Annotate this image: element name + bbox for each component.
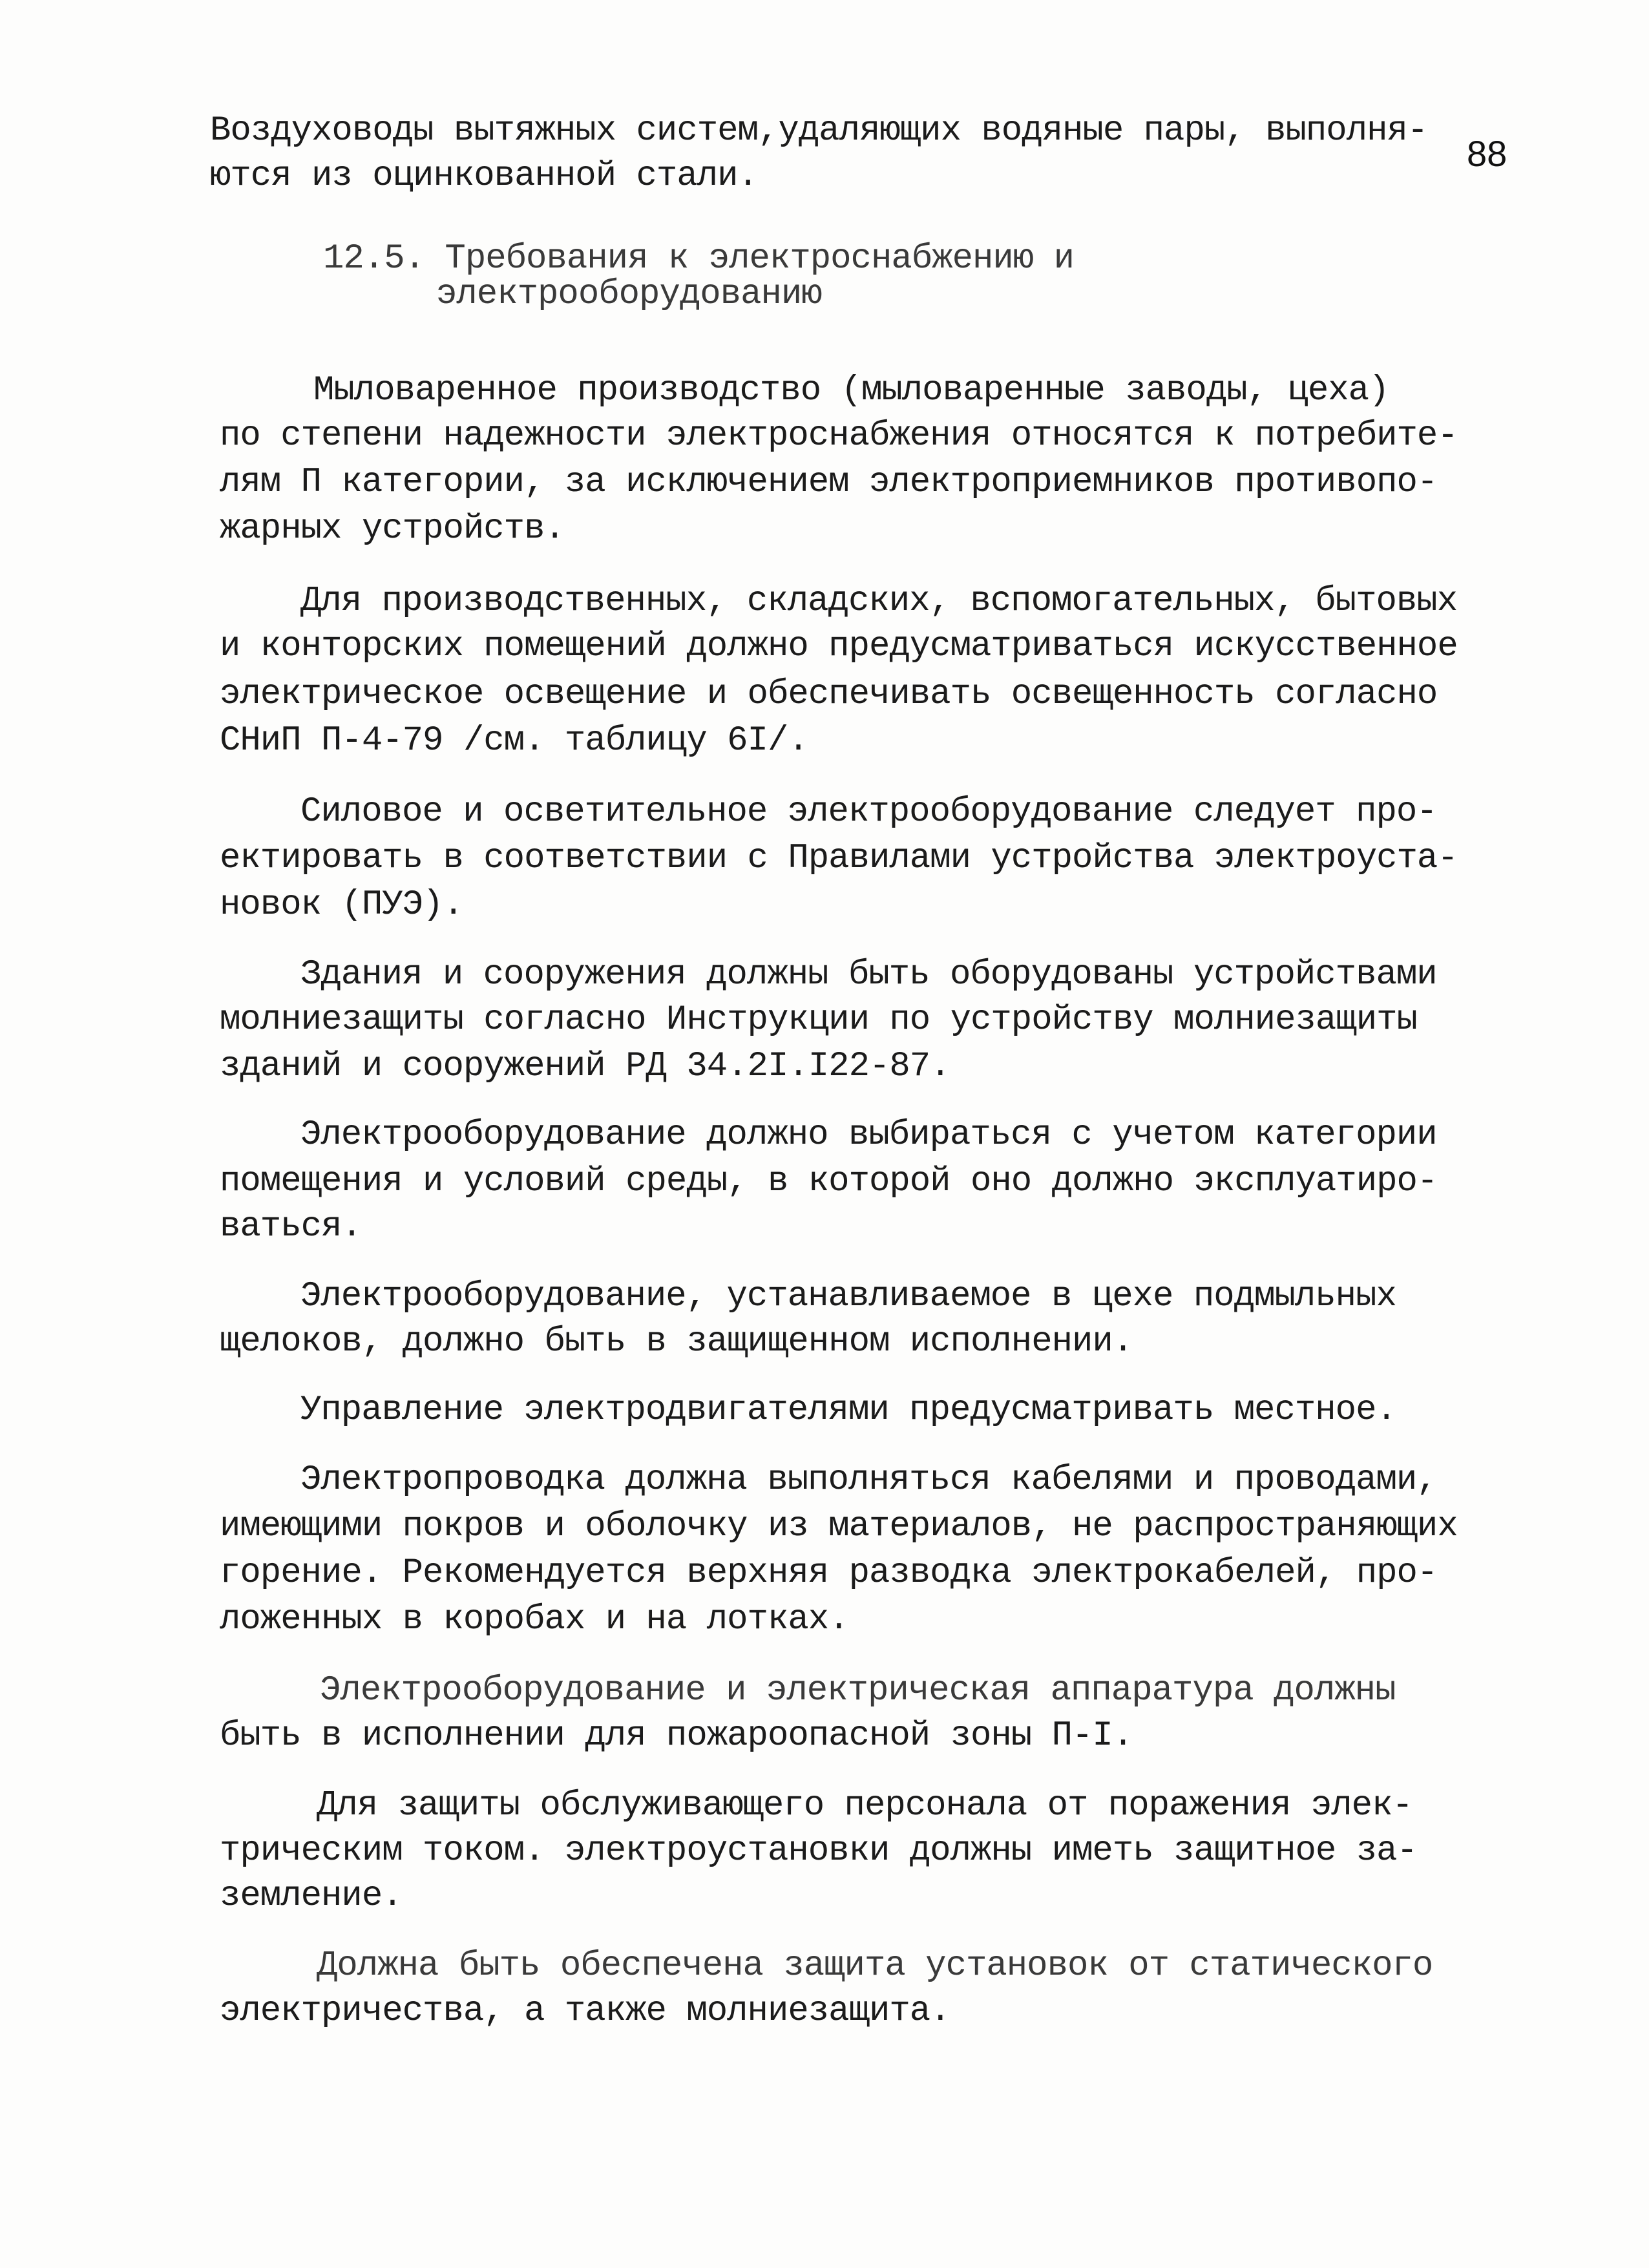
paragraph-line: Для производственных, складских, вспомогательных, бытовых <box>300 582 1458 621</box>
paragraph-line: щелоков, должно быть в защищенном исполнении. <box>220 1322 1133 1361</box>
section-heading: 12.5. Требования к электроснабжению и <box>323 239 1074 278</box>
paragraph-line: Электрооборудование, устанавливаемое в цехе подмыльных <box>300 1277 1396 1316</box>
paragraph-line: Должна быть обеспечена защита установок от статического <box>317 1946 1433 1986</box>
paragraph-line: СНиП П-4-79 /см. таблицу 6I/. <box>220 721 808 761</box>
paragraph-line: помещения и условий среды, в которой оно должно эксплуатиро- <box>220 1162 1438 1201</box>
intro-line: Воздуховоды вытяжных систем,удаляющих водяные пары, выполня- <box>210 111 1428 151</box>
paragraph-line: по степени надежности электроснабжения относятся к потребите- <box>220 416 1458 456</box>
paragraph-line: быть в исполнении для пожароопасной зоны П-I. <box>220 1716 1133 1756</box>
paragraph-line: молниезащиты согласно Инструкции по устройству молниезащиты <box>220 1000 1417 1040</box>
paragraph-line: и конторских помещений должно предусматриваться искусственное <box>220 627 1458 666</box>
paragraph-line: зданий и сооружений РД 34.2I.I22-87. <box>220 1047 951 1086</box>
paragraph-line: электричества, а также молниезащита. <box>220 1991 951 2031</box>
paragraph-line: Электропроводка должна выполняться кабелями и проводами, <box>300 1460 1437 1500</box>
paragraph-line: Здания и сооружения должны быть оборудованы устройствами <box>300 955 1437 994</box>
section-heading: электрооборудованию <box>436 275 822 314</box>
paragraph-line: лям П категории, за исключением электроприемников противопо- <box>220 463 1438 502</box>
page-number: 88 <box>1467 133 1507 174</box>
paragraph-line: Электрооборудование должно выбираться с учетом категории <box>300 1115 1437 1155</box>
paragraph-line: ектировать в соответствии с Правилами устройства электроуста- <box>220 839 1458 878</box>
paragraph-line: Управление электродвигателями предусматривать местное. <box>300 1391 1396 1430</box>
intro-line: ются из оцинкованной стали. <box>210 156 758 196</box>
paragraph-line: имеющими покров и оболочку из материалов, не распространяющих <box>220 1507 1458 1546</box>
paragraph-line: земление. <box>220 1876 403 1916</box>
paragraph-line: Силовое и осветительное электрооборудование следует про- <box>300 792 1437 832</box>
paragraph-line: новок (ПУЭ). <box>220 885 463 925</box>
paragraph-line: трическим током. электроустановки должны иметь защитное за- <box>220 1831 1417 1871</box>
paragraph-line: ложенных в коробах и на лотках. <box>220 1600 849 1639</box>
paragraph-line: Электрооборудование и электрическая аппаратура должны <box>320 1671 1396 1710</box>
paragraph-line: ваться. <box>220 1207 362 1246</box>
paragraph-line: Для защиты обслуживающего персонала от поражения элек- <box>317 1786 1413 1825</box>
paragraph-line: жарных устройств. <box>220 509 565 549</box>
paragraph-line: электрическое освещение и обеспечивать освещенность согласно <box>220 675 1438 714</box>
paragraph-line: Мыловаренное производство (мыловаренные заводы, цеха) <box>313 371 1389 410</box>
paragraph-line: горение. Рекомендуется верхняя разводка электрокабелей, про- <box>220 1553 1438 1593</box>
